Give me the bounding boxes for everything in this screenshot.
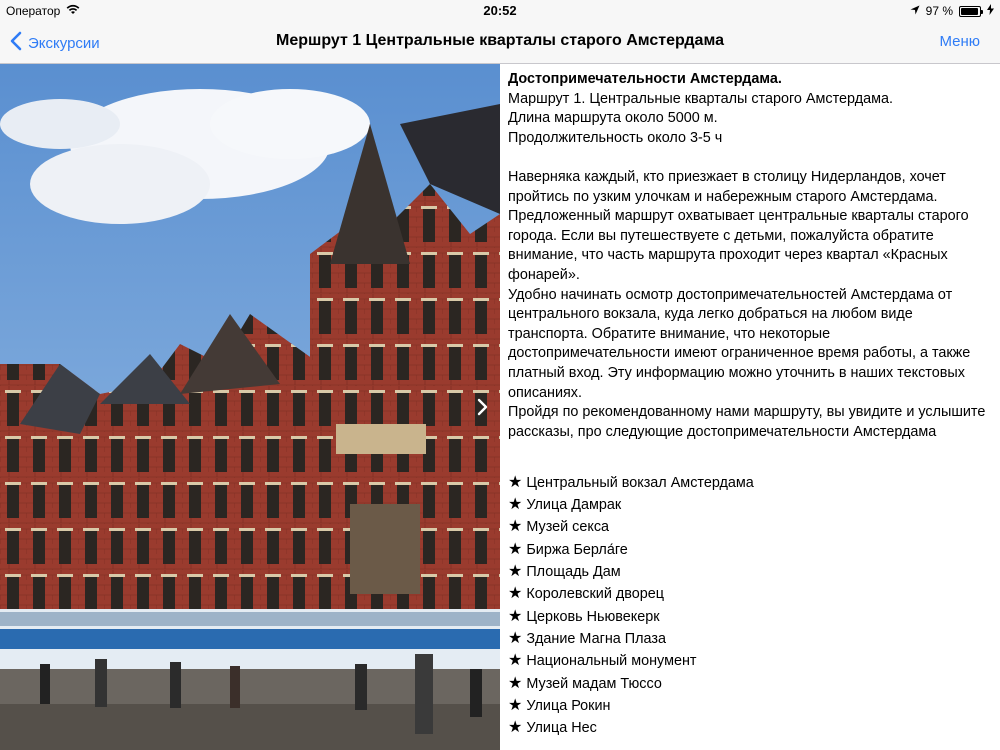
- battery-percent: 97 %: [925, 4, 953, 18]
- sight-label: Здание Магна Плаза: [526, 630, 666, 647]
- battery-icon: [959, 6, 981, 17]
- article-paragraph: Удобно начинать осмотр достопримечательностей Амстердама от центрального вокзала, куда легко добраться на любом виде транспорта. Обратите внимание, что некоторые достопримечательности имеют ограниченное время работы, а также платный вход. Эту информацию можно уточнить в наших текстовых описаниях.: [508, 286, 971, 401]
- article-paragraph: Наверняка каждый, кто приезжает в столицу Нидерландов, хочет пройтись по узким улочкам и набережным старого Амстердама. Предложенный маршрут охватывает центральные кварталы старого города. Если вы путешествуете с детьми, пожалуйста обратите внимание, что часть маршрута проходит через квартал «Красных фонарей».: [508, 168, 969, 283]
- article-paragraph: Пройдя по рекомендованному нами маршруту, вы увидите и услышите рассказы, про следующие достопримечательности Амстердама: [508, 404, 986, 440]
- sight-item[interactable]: [508, 606, 994, 628]
- star-icon: ★: [508, 607, 523, 625]
- carrier-label: Оператор: [6, 4, 61, 18]
- sight-item[interactable]: [508, 472, 994, 494]
- star-icon: ★: [508, 696, 523, 714]
- sight-label: Церковь Ньювекерк: [526, 608, 660, 625]
- nav-bar: [0, 22, 1000, 64]
- route-length: Длина маршрута около 5000 м.: [508, 110, 718, 127]
- content-area: [0, 64, 1000, 750]
- star-icon: ★: [508, 496, 523, 514]
- sights-list: [508, 472, 994, 740]
- sight-item[interactable]: [508, 695, 994, 717]
- sight-item[interactable]: [508, 628, 994, 650]
- spacer: [508, 148, 994, 168]
- sight-label: Улица Дамрак: [526, 497, 622, 514]
- sight-label: Национальный монумент: [526, 653, 697, 670]
- sight-item[interactable]: [508, 539, 994, 561]
- sight-item[interactable]: [508, 561, 994, 583]
- route-name: Маршрут 1. Центральные кварталы старого Амстердама.: [508, 90, 894, 107]
- star-icon: ★: [508, 719, 523, 737]
- sight-item[interactable]: [508, 673, 994, 695]
- article-text: [508, 70, 994, 750]
- status-time: 20:52: [483, 3, 517, 18]
- sight-item[interactable]: [508, 583, 994, 605]
- star-icon: ★: [508, 674, 523, 692]
- star-icon: ★: [508, 629, 523, 647]
- sight-item[interactable]: [508, 650, 994, 672]
- location-arrow-icon: [910, 4, 920, 18]
- sight-label: Королевский дворец: [526, 586, 665, 603]
- sight-item[interactable]: [508, 494, 994, 516]
- article-body: [508, 168, 994, 442]
- star-icon: ★: [508, 540, 523, 558]
- sight-label: Улица Рокин: [526, 697, 611, 714]
- article-heading: Достопримечательности Амстердама.: [508, 71, 782, 87]
- central-station-photo[interactable]: [0, 64, 500, 750]
- chevron-right-icon: [472, 392, 494, 422]
- spacer: [508, 442, 994, 462]
- star-icon: ★: [508, 563, 523, 581]
- battery-level: [961, 8, 978, 15]
- star-icon: ★: [508, 585, 523, 603]
- star-icon: ★: [508, 518, 523, 536]
- sight-label: Биржа Берла́ге: [526, 541, 628, 558]
- charging-icon: [987, 4, 994, 18]
- page-title: Мершрут 1 Центральные кварталы старого Амстердама: [276, 32, 724, 49]
- sight-label: Музей мадам Тюссо: [526, 675, 662, 692]
- status-right: [910, 4, 994, 18]
- star-icon: ★: [508, 652, 523, 670]
- next-photo-button[interactable]: [472, 392, 494, 422]
- sight-label: Площадь Дам: [526, 564, 621, 581]
- sight-item[interactable]: [508, 717, 994, 739]
- menu-button[interactable]: Меню: [939, 33, 980, 50]
- route-duration: Продолжительность около 3-5 ч: [508, 129, 723, 146]
- sight-item[interactable]: [508, 516, 994, 538]
- star-icon: ★: [508, 473, 523, 491]
- sight-label: Музей секса: [526, 519, 610, 536]
- sight-label: Центральный вокзал Амстердама: [526, 474, 754, 491]
- status-bar: [0, 0, 1000, 22]
- sight-label: Улица Нес: [526, 720, 597, 737]
- back-button-label: Экскурсии: [28, 34, 100, 52]
